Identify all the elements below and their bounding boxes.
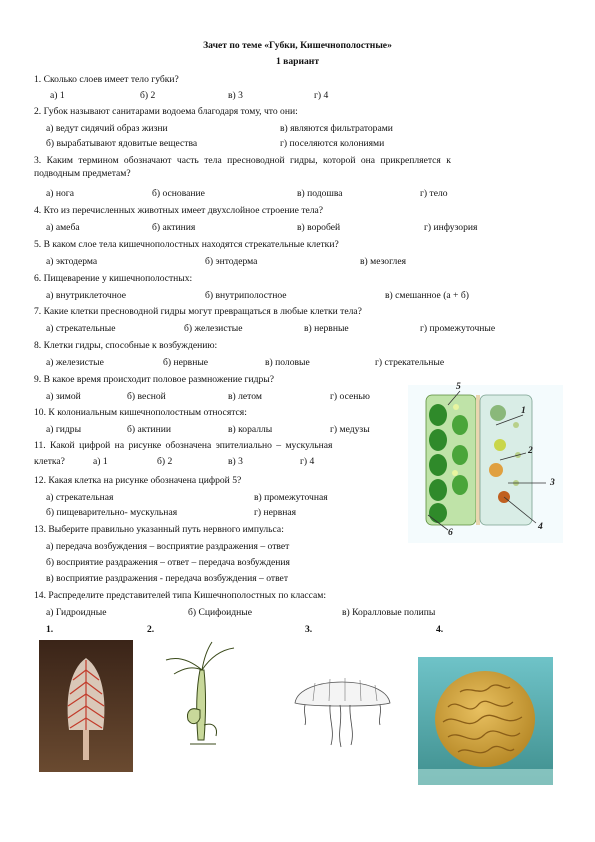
q9-option-b[interactable]: б) весной: [127, 391, 166, 402]
q13-option-b[interactable]: б) восприятие раздражения – ответ – передача возбуждения: [46, 557, 290, 568]
question-7: 7. Какие клетки пресноводной гидры могут превращаться в любые клетки тела?: [34, 306, 362, 317]
q7-option-a[interactable]: а) стрекательные: [46, 323, 116, 334]
question-11-cont: клетка?: [34, 456, 65, 467]
q14-option-a[interactable]: а) Гидроидные: [46, 607, 107, 618]
picture-label-1: 1.: [46, 624, 54, 635]
q4-option-b[interactable]: б) актиния: [152, 222, 196, 233]
question-6: 6. Пищеварение у кишечнополостных:: [34, 273, 193, 284]
question-10: 10. К колониальным кишечнополостным относятся:: [34, 407, 247, 418]
q1-option-d[interactable]: г) 4: [314, 90, 329, 101]
q9-option-c[interactable]: в) летом: [228, 391, 262, 402]
q8-option-a[interactable]: а) железистые: [46, 357, 104, 368]
q14-option-b[interactable]: б) Сцифоидные: [188, 607, 253, 618]
q10-option-c[interactable]: в) кораллы: [228, 424, 273, 435]
q7-option-d[interactable]: г) промежуточные: [420, 323, 496, 334]
question-4: 4. Кто из перечисленных животных имеет двухслойное строение тела?: [34, 205, 324, 216]
q7-option-c[interactable]: в) нервные: [304, 323, 349, 334]
hydra-drawing: [160, 640, 240, 752]
q3-option-c[interactable]: в) подошва: [297, 188, 343, 199]
q9-option-d[interactable]: г) осенью: [330, 391, 370, 402]
figure-number-2: 2: [528, 445, 533, 456]
brain-coral-photo: [418, 657, 553, 785]
variant-label: 1 вариант: [275, 56, 320, 67]
q11-option-b[interactable]: б) 2: [157, 456, 173, 467]
q10-option-b[interactable]: б) актинии: [127, 424, 171, 435]
question-3-cont: подводным предметам?: [34, 168, 131, 179]
question-12: 12. Какая клетка на рисунке обозначена цифрой 5?: [34, 475, 242, 486]
q4-option-a[interactable]: а) амеба: [46, 222, 80, 233]
q6-option-a[interactable]: а) внутриклеточное: [46, 290, 127, 301]
sea-pen-photo: [39, 640, 133, 772]
picture-label-3: 3.: [305, 624, 313, 635]
hydra-cell-diagram: [408, 381, 563, 543]
q12-option-d[interactable]: г) нервная: [254, 507, 297, 518]
q2-option-d[interactable]: г) поселяются колониями: [280, 138, 385, 149]
question-9: 9. В какое время происходит половое размножение гидры?: [34, 374, 274, 385]
jellyfish-drawing: [285, 665, 400, 750]
picture-label-2: 2.: [147, 624, 155, 635]
q11-option-a[interactable]: а) 1: [93, 456, 108, 467]
q3-option-a[interactable]: а) нога: [46, 188, 74, 199]
figure-number-1: 1: [521, 405, 526, 416]
q13-option-a[interactable]: а) передача возбуждения – восприятие раздражения – ответ: [46, 541, 290, 552]
question-1: 1. Сколько слоев имеет тело губки?: [34, 74, 179, 85]
question-2: 2. Губок называют санитарами водоема благодаря тому, что они:: [34, 106, 298, 117]
question-14: 14. Распределите представителей типа Кишечнополостных по классам:: [34, 590, 327, 601]
q9-option-a[interactable]: а) зимой: [46, 391, 81, 402]
page-title: Зачет по теме «Губки, Кишечнополостные»: [203, 40, 392, 51]
q8-option-d[interactable]: г) стрекательные: [375, 357, 445, 368]
q2-option-c[interactable]: в) являются фильтраторами: [280, 123, 393, 134]
figure-number-3: 3: [550, 477, 555, 488]
q4-option-c[interactable]: в) воробей: [297, 222, 341, 233]
q5-option-a[interactable]: а) эктодерма: [46, 256, 98, 267]
question-8: 8. Клетки гидры, способные к возбуждению:: [34, 340, 218, 351]
question-3: 3. Каким термином обозначают часть тела пресноводной гидры, которой она прикрепляется к: [34, 155, 451, 166]
question-13: 13. Выберите правильно указанный путь нервного импульса:: [34, 524, 284, 535]
q1-option-b[interactable]: б) 2: [140, 90, 156, 101]
q5-option-c[interactable]: в) мезоглея: [360, 256, 407, 267]
q10-option-a[interactable]: а) гидры: [46, 424, 82, 435]
q3-option-d[interactable]: г) тело: [420, 188, 448, 199]
q8-option-c[interactable]: в) половые: [265, 357, 310, 368]
picture-label-4: 4.: [436, 624, 444, 635]
q12-option-c[interactable]: в) промежуточная: [254, 492, 328, 503]
q10-option-d[interactable]: г) медузы: [330, 424, 370, 435]
q13-option-c[interactable]: в) восприятие раздражения - передача возбуждения – ответ: [46, 573, 289, 584]
q11-option-c[interactable]: в) 3: [228, 456, 243, 467]
q6-option-b[interactable]: б) внутриполостное: [205, 290, 287, 301]
question-5: 5. В каком слое тела кишечнополостных находятся стрекательные клетки?: [34, 239, 339, 250]
q1-option-c[interactable]: в) 3: [228, 90, 243, 101]
q12-option-a[interactable]: а) стрекательная: [46, 492, 114, 503]
figure-number-5: 5: [456, 381, 461, 392]
q3-option-b[interactable]: б) основание: [152, 188, 205, 199]
question-11: 11. Какой цифрой на рисунке обозначена эпителиально – мускульная: [34, 440, 333, 451]
q1-option-a[interactable]: а) 1: [50, 90, 65, 101]
q5-option-b[interactable]: б) энтодерма: [205, 256, 258, 267]
figure-number-4: 4: [538, 521, 543, 532]
q11-option-d[interactable]: г) 4: [300, 456, 315, 467]
q6-option-c[interactable]: в) смешанное (а + б): [385, 290, 469, 301]
q8-option-b[interactable]: б) нервные: [163, 357, 209, 368]
q14-option-c[interactable]: в) Коралловые полипы: [342, 607, 436, 618]
q2-option-a[interactable]: а) ведут сидячий образ жизни: [46, 123, 168, 134]
q4-option-d[interactable]: г) инфузория: [424, 222, 478, 233]
q12-option-b[interactable]: б) пищеварительно- мускульная: [46, 507, 178, 518]
q7-option-b[interactable]: б) железистые: [184, 323, 243, 334]
figure-number-6: 6: [448, 527, 453, 538]
q2-option-b[interactable]: б) вырабатывают ядовитые вещества: [46, 138, 198, 149]
